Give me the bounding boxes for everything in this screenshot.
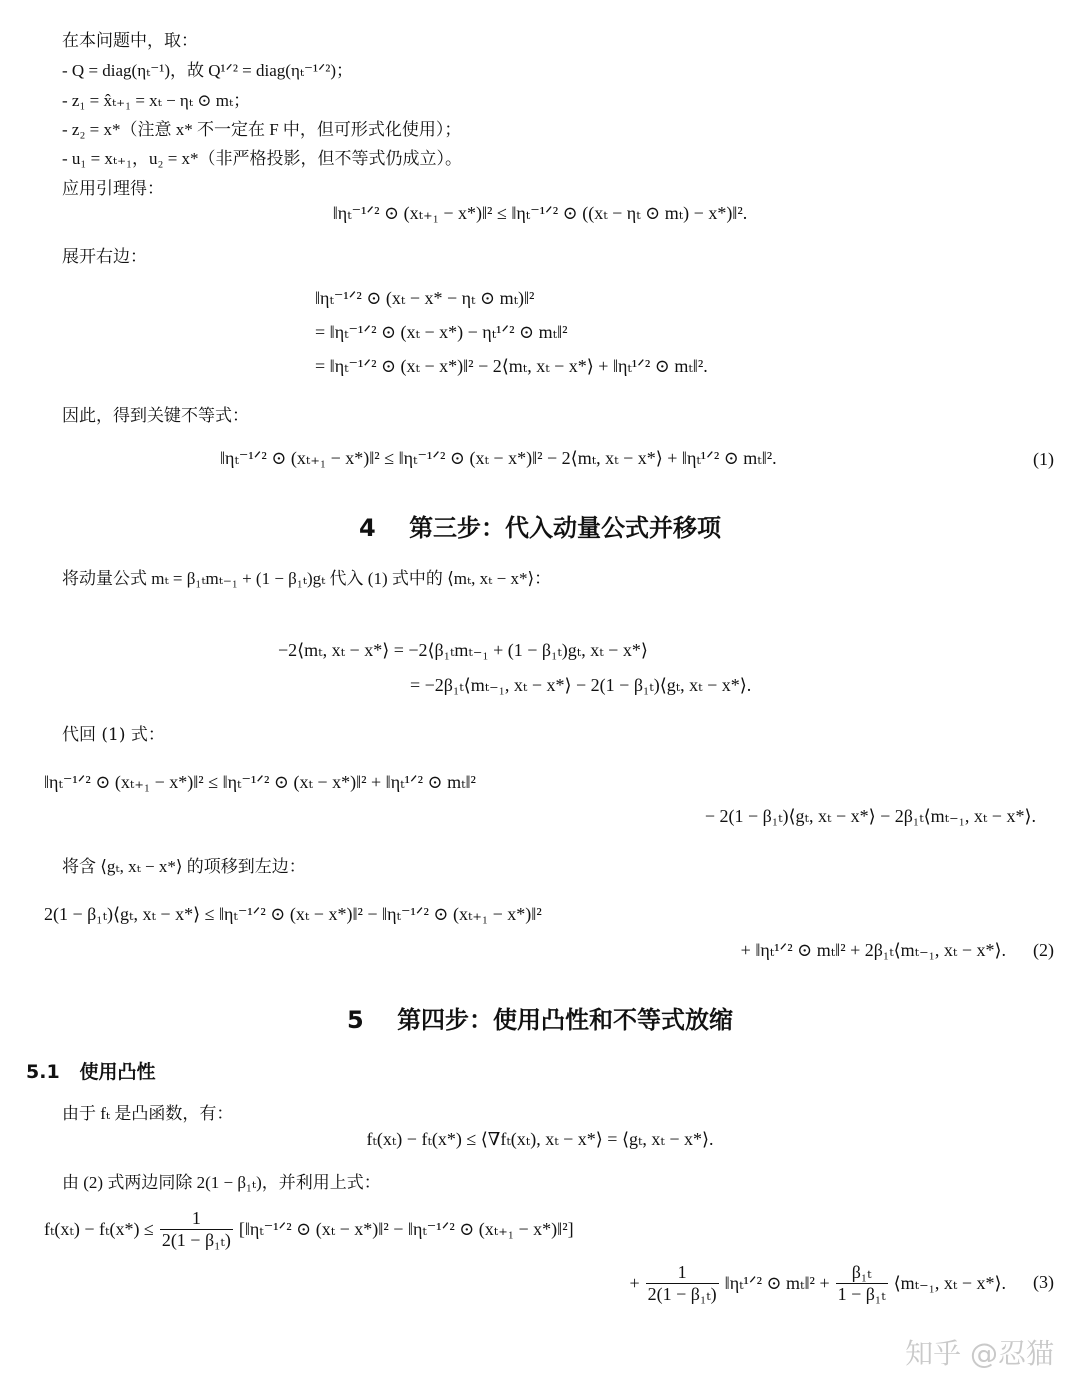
- expand-line-3: = ‖ηₜ⁻¹ᐟ² ⊙ (xₜ − x*)‖² − 2⟨mₜ, xₜ − x*⟩ + ‖ηₜ¹ᐟ² ⊙ mₜ‖².: [315, 356, 708, 376]
- intro-line-2: - Q = diag(ηₜ⁻¹)，故 Q¹ᐟ² = diag(ηₜ⁻¹ᐟ²)；: [62, 61, 354, 80]
- equation-1: ‖ηₜ⁻¹ᐟ² ⊙ (xₜ₊₁ − x*)‖² ≤ ‖ηₜ⁻¹ᐟ² ⊙ (xₜ − x*)‖² − 2⟨mₜ, xₜ − x*⟩ + ‖ηₜ¹ᐟ² ⊙ mₜ‖².: [220, 448, 777, 468]
- subsection-5-1-title: 使用凸性: [79, 1061, 156, 1083]
- expand-line-2: = ‖ηₜ⁻¹ᐟ² ⊙ (xₜ − x*) − ηₜ¹ᐟ² ⊙ mₜ‖²: [315, 322, 568, 342]
- subsection-5-1-heading: [26, 1057, 156, 1084]
- key-inequality-text: 因此，得到关键不等式：: [62, 406, 249, 426]
- fraction-2-numerator: 1: [677, 1262, 687, 1282]
- expand-line-1: ‖ηₜ⁻¹ᐟ² ⊙ (xₜ − x* − ηₜ ⊙ mₜ)‖²: [315, 288, 535, 308]
- intro-line-4: - z₂ = x*（注意 x* 不一定在 F 中，但可形式化使用）；: [62, 120, 462, 139]
- divide-text: 由 (2) 式两边同除 2(1 − β₁ₜ)，并利用上式：: [62, 1173, 381, 1192]
- equation-3-lhs: fₜ(xₜ) − fₜ(x*) ≤: [44, 1218, 154, 1239]
- equation-3-plus: +: [629, 1272, 640, 1293]
- intro-line-6: 应用引理得：: [62, 179, 164, 199]
- equation-3-bracket: [‖ηₜ⁻¹ᐟ² ⊙ (xₜ − x*)‖² − ‖ηₜ⁻¹ᐟ² ⊙ (xₜ₊₁ − x*)‖²]: [238, 1218, 574, 1239]
- equation-3-fraction-3: [836, 1262, 888, 1304]
- equation-3-number: (3): [1033, 1272, 1054, 1292]
- substitution-line-2: = −2β₁ₜ⟨mₜ₋₁, xₜ − x*⟩ − 2(1 − β₁ₜ)⟨gₜ, xₜ − x*⟩.: [410, 675, 752, 695]
- equation-2-number: (2): [1033, 940, 1054, 960]
- section-5-heading: [0, 1000, 1080, 1035]
- convexity-equation: fₜ(xₜ) − fₜ(x*) ≤ ⟨∇fₜ(xₜ), xₜ − x*⟩ = ⟨gₜ, xₜ − x*⟩.: [366, 1129, 714, 1149]
- section-4-text: 将动量公式 mₜ = β₁ₜmₜ₋₁ + (1 − β₁ₜ)gₜ 代入 (1) 式中的 ⟨mₜ, xₜ − x*⟩：: [62, 569, 552, 588]
- move-text: 将含 ⟨gₜ, xₜ − x*⟩ 的项移到左边：: [62, 857, 306, 876]
- convexity-text: 由于 fₜ 是凸函数，有：: [62, 1104, 234, 1123]
- equation-2-line-2: + ‖ηₜ¹ᐟ² ⊙ mₜ‖² + 2β₁ₜ⟨mₜ₋₁, xₜ − x*⟩.: [740, 940, 1006, 960]
- subsection-5-1-number: 5.1: [26, 1061, 60, 1083]
- fraction-1-numerator: 1: [191, 1208, 201, 1228]
- section-5-title: 第四步：使用凸性和不等式放缩: [397, 1006, 734, 1034]
- section-4-heading: [0, 508, 1080, 543]
- section-4-title: 第三步：代入动量公式并移项: [409, 514, 722, 542]
- equation-lemma: ‖ηₜ⁻¹ᐟ² ⊙ (xₜ₊₁ − x*)‖² ≤ ‖ηₜ⁻¹ᐟ² ⊙ ((xₜ − ηₜ ⊙ mₜ) − x*)‖².: [332, 203, 748, 223]
- intro-line-1: 在本问题中，取：: [62, 31, 198, 51]
- equation-1-number: (1): [1033, 449, 1054, 469]
- intro-line-5: - u₁ = xₜ₊₁，u₂ = x*（非严格投影，但不等式仍成立）。: [62, 149, 463, 168]
- fraction-3-numerator: β₁ₜ: [851, 1262, 872, 1282]
- watermark-text: 知乎 @忍猫: [905, 1337, 1054, 1370]
- back-substitute-text: 代回 (1) 式：: [62, 725, 165, 745]
- section-4-number: 4: [358, 514, 376, 542]
- equation-2-line-1: 2(1 − β₁ₜ)⟨gₜ, xₜ − x*⟩ ≤ ‖ηₜ⁻¹ᐟ² ⊙ (xₜ − x*)‖² − ‖ηₜ⁻¹ᐟ² ⊙ (xₜ₊₁ − x*)‖²: [44, 904, 542, 924]
- equation-3-line-2: [629, 1262, 1006, 1304]
- equation-3-fraction-1: [160, 1208, 233, 1250]
- equation-3-fraction-2: [646, 1262, 719, 1304]
- fraction-1-denominator: 2(1 − β₁ₜ): [161, 1229, 231, 1250]
- substitution-line-1: −2⟨mₜ, xₜ − x*⟩ = −2⟨β₁ₜmₜ₋₁ + (1 − β₁ₜ)gₜ, xₜ − x*⟩: [278, 640, 648, 660]
- equation-3-line-1: [44, 1208, 574, 1250]
- fraction-3-denominator: 1 − β₁ₜ: [837, 1283, 886, 1304]
- equation-3-middle: ‖ηₜ¹ᐟ² ⊙ mₜ‖² +: [724, 1272, 830, 1293]
- equation-3-tail: ⟨mₜ₋₁, xₜ − x*⟩.: [893, 1272, 1006, 1293]
- back-line-1: ‖ηₜ⁻¹ᐟ² ⊙ (xₜ₊₁ − x*)‖² ≤ ‖ηₜ⁻¹ᐟ² ⊙ (xₜ − x*)‖² + ‖ηₜ¹ᐟ² ⊙ mₜ‖²: [44, 772, 476, 792]
- intro-line-3: - z₁ = x̂ₜ₊₁ = xₜ − ηₜ ⊙ mₜ；: [62, 91, 251, 110]
- section-5-number: 5: [346, 1006, 364, 1034]
- back-line-2: − 2(1 − β₁ₜ)⟨gₜ, xₜ − x*⟩ − 2β₁ₜ⟨mₜ₋₁, xₜ − x*⟩.: [704, 806, 1036, 826]
- fraction-2-denominator: 2(1 − β₁ₜ): [647, 1283, 717, 1304]
- expand-text: 展开右边：: [62, 247, 147, 267]
